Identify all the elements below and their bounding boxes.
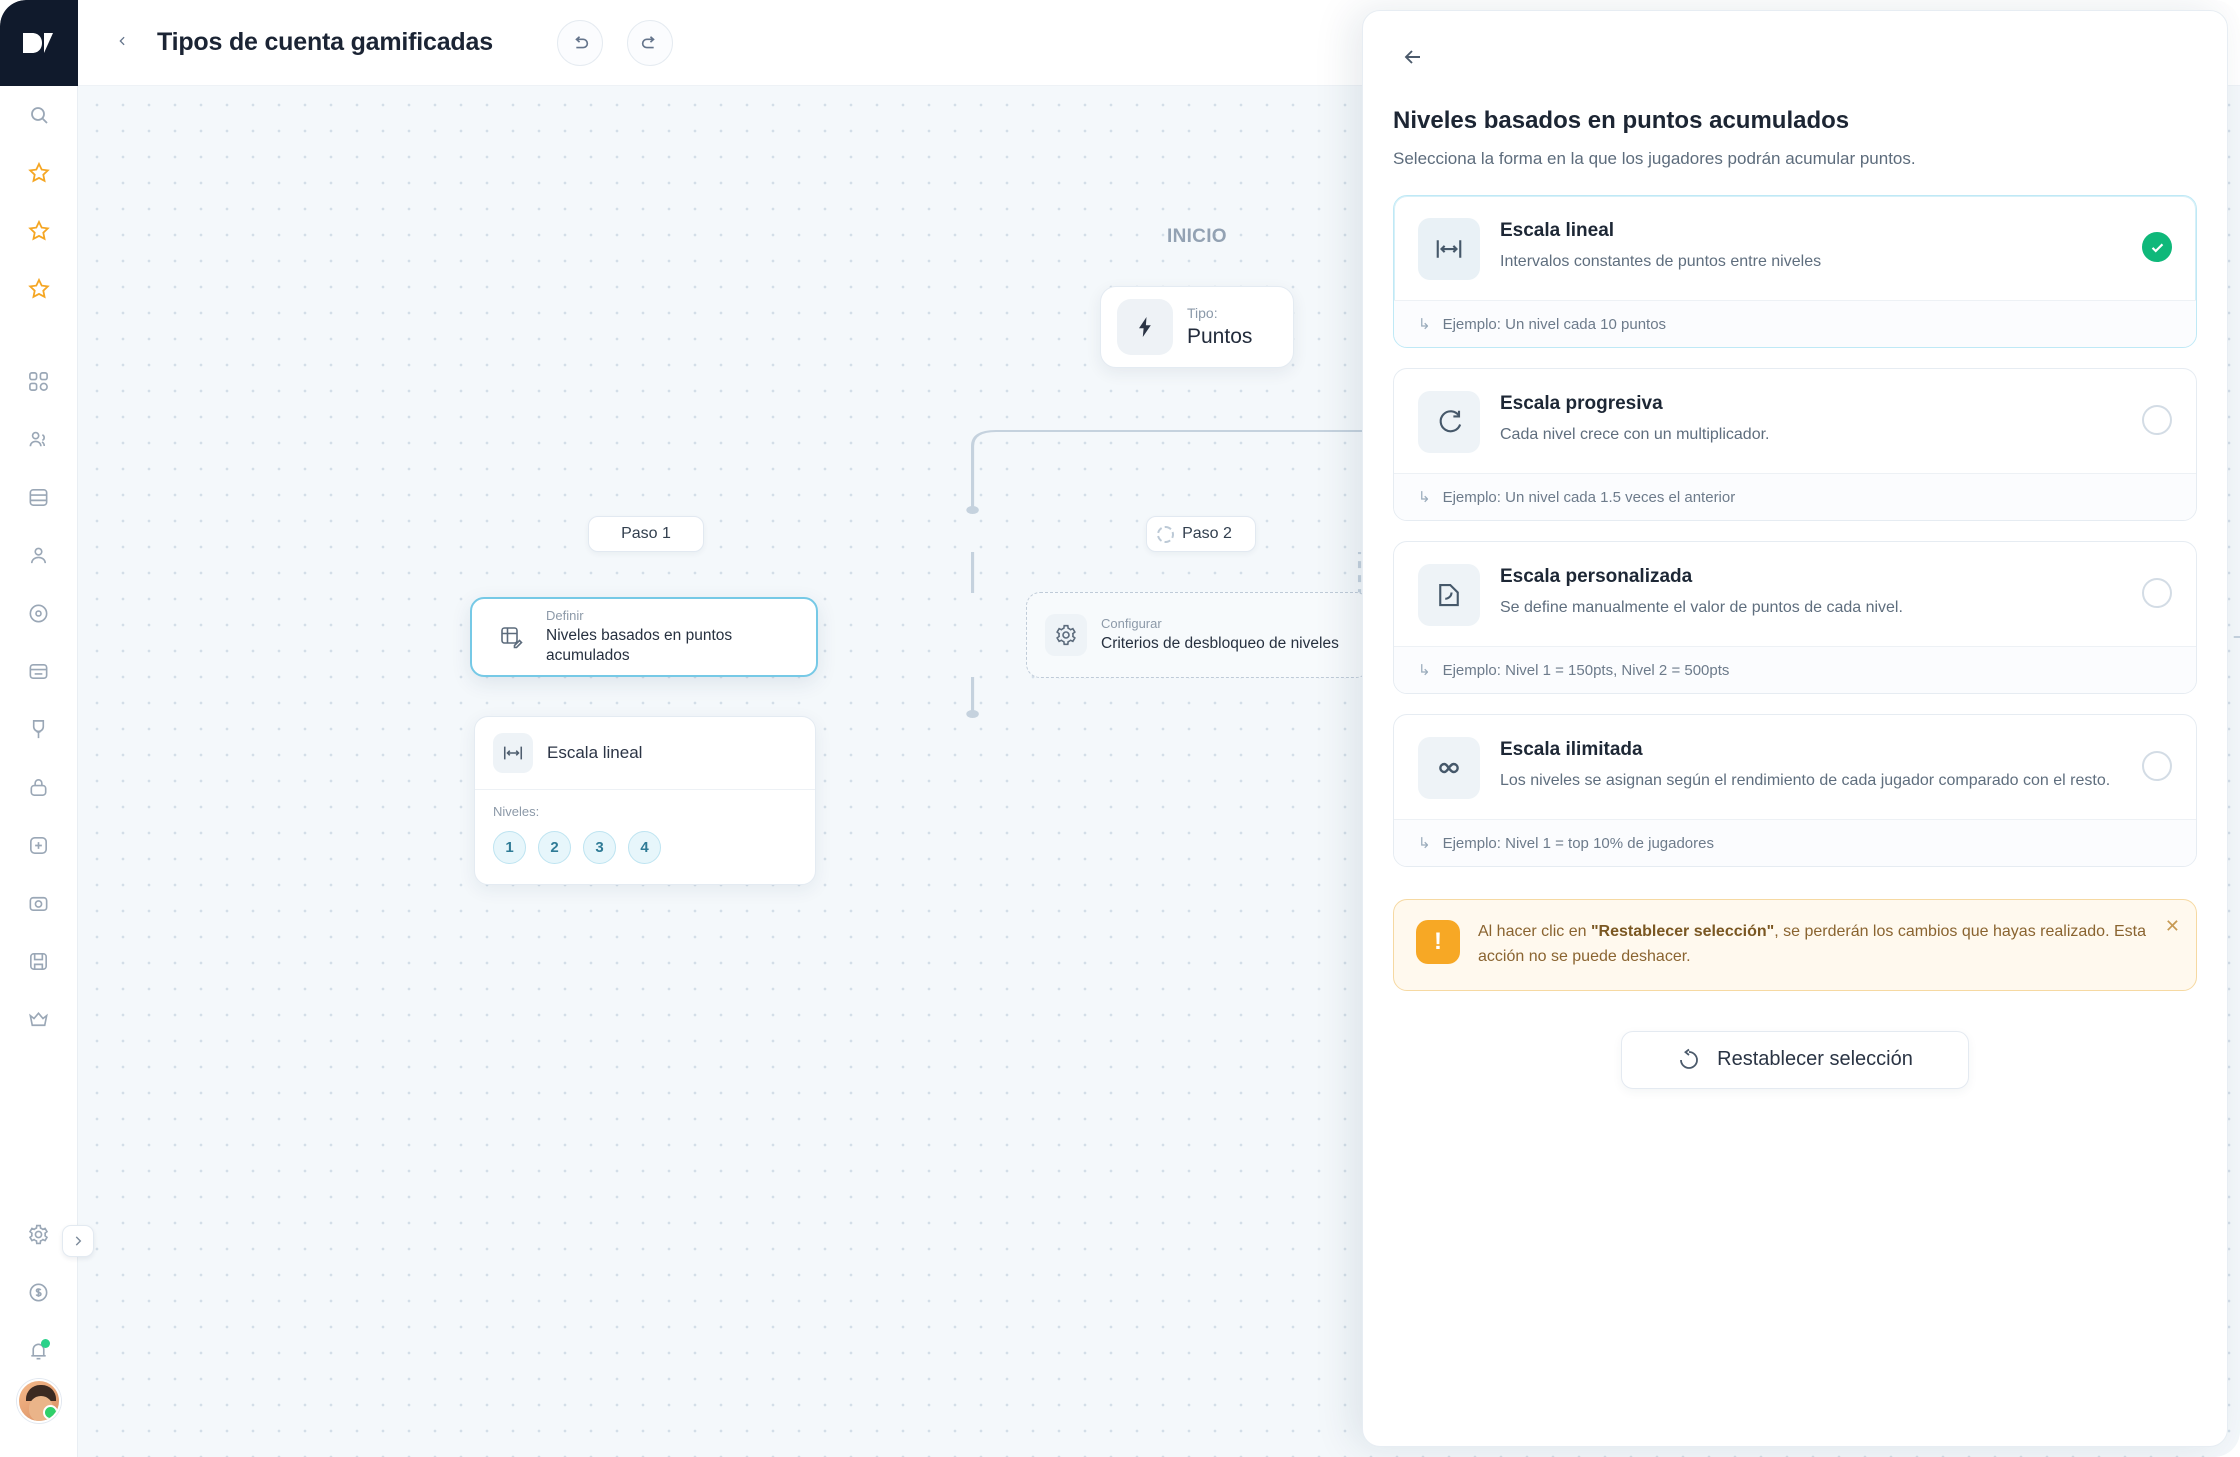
- side-panel: [1362, 10, 2228, 1447]
- option-description: Los niveles se asignan según el rendimiento de cada jugador comparado con el resto.: [1500, 772, 2111, 789]
- archive-icon[interactable]: [0, 642, 78, 700]
- inicio-label: INICIO: [1167, 226, 1227, 247]
- gear-icon: [1045, 614, 1087, 656]
- warning-text-after: , se perderán los cambios que hayas realizado. Esta acción no se puede deshacer.: [1478, 923, 2146, 965]
- close-icon[interactable]: ✕: [2164, 916, 2180, 936]
- warning-icon: !: [1416, 920, 1460, 964]
- contact-icon[interactable]: [0, 526, 78, 584]
- linear-scale-icon: [1418, 218, 1480, 280]
- camera-icon[interactable]: [0, 874, 78, 932]
- option-escala-lineal[interactable]: [1393, 195, 2197, 348]
- save-icon[interactable]: [0, 932, 78, 990]
- start-node[interactable]: [1100, 286, 1294, 368]
- option-example: Ejemplo: Un nivel cada 1.5 veces el anterior: [1442, 488, 1736, 506]
- location-icon[interactable]: [0, 584, 78, 642]
- arrow-left-icon[interactable]: [1393, 37, 1433, 77]
- step-2-title: Criterios de desbloqueo de niveles: [1101, 635, 1339, 653]
- levels-label: Niveles:: [493, 804, 540, 819]
- user-avatar[interactable]: [17, 1379, 61, 1423]
- levels-list: [493, 831, 797, 864]
- option-radio[interactable]: [2142, 751, 2172, 781]
- reset-icon: [1677, 1048, 1701, 1072]
- option-name: Escala lineal: [1500, 220, 1615, 241]
- search-icon[interactable]: [0, 86, 78, 144]
- option-description: Se define manualmente el valor de puntos de cada nivel.: [1500, 599, 1903, 616]
- level-chip[interactable]: 2: [538, 831, 571, 864]
- star-icon-2[interactable]: [0, 202, 78, 260]
- option-radio[interactable]: [2142, 578, 2172, 608]
- redo-icon[interactable]: [627, 20, 673, 66]
- refresh-cycle-icon: [1418, 391, 1480, 453]
- step-1-card[interactable]: [470, 597, 818, 677]
- option-example: Ejemplo: Nivel 1 = top 10% de jugadores: [1442, 834, 1714, 852]
- corner-arrow-icon: ↳: [1418, 662, 1431, 679]
- step-1-title: Niveles basados en puntos acumulados: [546, 626, 733, 665]
- notifications-icon[interactable]: [0, 1321, 78, 1379]
- panel-subtitle: Selecciona la forma en la que los jugadores podrán acumular puntos.: [1393, 149, 1916, 168]
- option-escala-personalizada[interactable]: [1393, 541, 2197, 694]
- option-example: Ejemplo: Un nivel cada 10 puntos: [1442, 315, 1667, 333]
- option-name: Escala ilimitada: [1500, 739, 1643, 760]
- linear-scale-icon: [493, 733, 533, 773]
- option-description: Cada nivel crece con un multiplicador.: [1500, 426, 1770, 443]
- infinity-icon: [1418, 737, 1480, 799]
- option-name: Escala progresiva: [1500, 393, 1663, 414]
- reset-selection-button[interactable]: [1621, 1031, 1969, 1089]
- notification-badge: [41, 1339, 50, 1348]
- lock-icon[interactable]: [0, 758, 78, 816]
- billing-icon[interactable]: [0, 1263, 78, 1321]
- warning-text: [1478, 920, 2174, 970]
- custom-shape-icon: [1418, 564, 1480, 626]
- option-radio[interactable]: [2142, 405, 2172, 435]
- option-escala-progresiva[interactable]: [1393, 368, 2197, 521]
- panel-title: Niveles basados en puntos acumulados: [1393, 107, 1850, 134]
- users-icon[interactable]: [0, 410, 78, 468]
- add-box-icon[interactable]: [0, 816, 78, 874]
- start-node-value: Puntos: [1187, 324, 1253, 348]
- step-2-pill[interactable]: [1146, 516, 1256, 552]
- undo-icon[interactable]: [557, 20, 603, 66]
- option-radio-selected[interactable]: [2142, 232, 2172, 262]
- step-1-pill[interactable]: Paso 1: [588, 516, 704, 552]
- option-example: Ejemplo: Nivel 1 = 150pts, Nivel 2 = 500pts: [1442, 661, 1730, 679]
- warning-banner: [1393, 899, 2197, 991]
- page-title: Tipos de cuenta gamificadas: [157, 28, 493, 56]
- level-chip[interactable]: 3: [583, 831, 616, 864]
- dashboard-icon[interactable]: [0, 352, 78, 410]
- level-chip[interactable]: 4: [628, 831, 661, 864]
- reset-selection-label: Restablecer selección: [1717, 1048, 1913, 1071]
- level-chip[interactable]: 1: [493, 831, 526, 864]
- option-name: Escala personalizada: [1500, 566, 1693, 587]
- step-1-kicker: Definir: [546, 607, 584, 623]
- corner-arrow-icon: ↳: [1418, 489, 1431, 506]
- medal-icon[interactable]: [0, 700, 78, 758]
- corner-arrow-icon: ↳: [1418, 316, 1431, 333]
- option-escala-ilimitada[interactable]: [1393, 714, 2197, 867]
- corner-arrow-icon: ↳: [1418, 835, 1431, 852]
- loading-spinner-icon: [1157, 526, 1174, 543]
- bolt-icon: [1117, 299, 1173, 355]
- scale-card-title: Escala lineal: [547, 743, 643, 762]
- step-2-kicker: Configurar: [1101, 615, 1162, 631]
- warning-text-before: Al hacer clic en: [1478, 923, 1591, 940]
- rail-expand-button[interactable]: [62, 1225, 94, 1257]
- brand-logo[interactable]: [0, 0, 78, 86]
- step-2-card[interactable]: [1026, 592, 1370, 678]
- chevron-left-icon[interactable]: [108, 25, 137, 61]
- start-node-key: Tipo:: [1187, 305, 1218, 322]
- option-description: Intervalos constantes de puntos entre niveles: [1500, 253, 1822, 270]
- crown-icon[interactable]: [0, 990, 78, 1048]
- grid-edit-icon: [490, 616, 532, 658]
- step-2-pill-label: Paso 2: [1182, 525, 1232, 542]
- star-icon-3[interactable]: [0, 260, 78, 318]
- database-icon[interactable]: [0, 468, 78, 526]
- warning-highlight: "Restablecer selección": [1590, 923, 1775, 940]
- scale-card[interactable]: [474, 716, 816, 885]
- star-icon-1[interactable]: [0, 144, 78, 202]
